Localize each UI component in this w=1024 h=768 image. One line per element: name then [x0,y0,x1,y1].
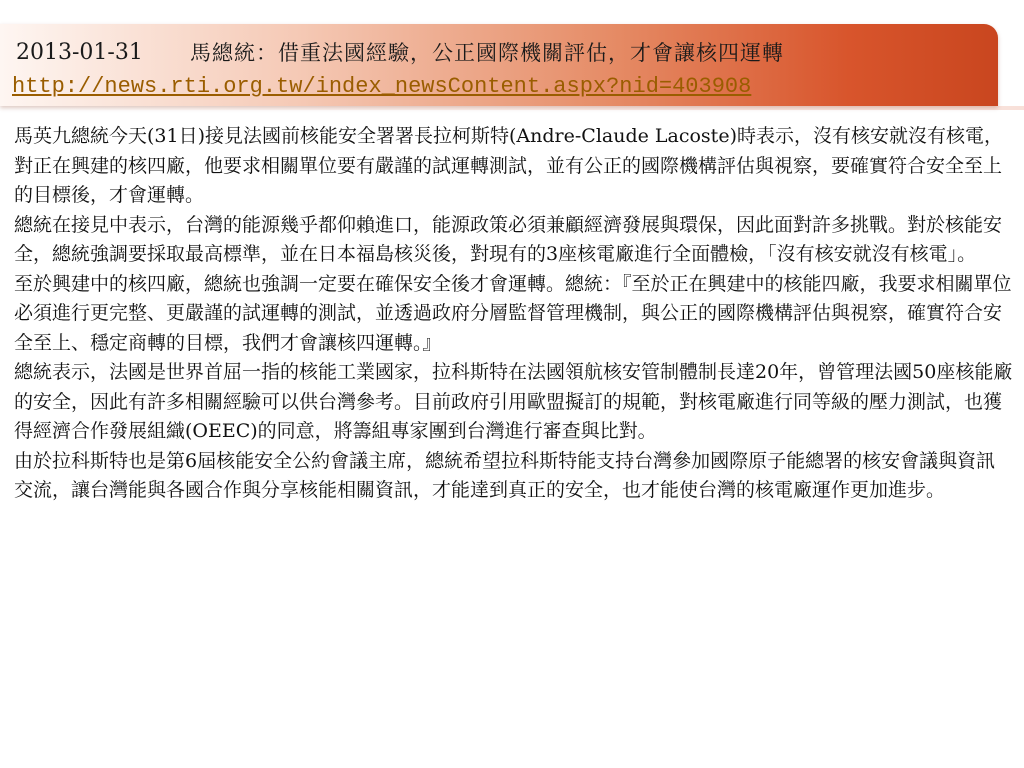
article-paragraph-1: 馬英九總統今天(31日)接見法國前核能安全署署長拉柯斯特(Andre-Claude Lacoste)時表示，沒有核安就沒有核電，對正在興建的核四廠，他要求相關單位要有嚴謹的試運轉測試，並有公正的國際機構評估與視察，要確實符合安全至上的目標後，才會運轉。 [14,125,1003,206]
article-paragraph-4: 總統表示，法國是世界首屈一指的核能工業國家，拉科斯特在法國領航核安管制體制長達20年，曾管理法國50座核能廠的安全，因此有許多相關經驗可以供台灣參考。目前政府引用歐盟擬訂的規範，對核電廠進行同等級的壓力測試，也獲得經濟合作發展組織(OEEC)的同意，將籌組專家團到台灣進行審查與比對。 [14,361,1013,442]
news-headline: 馬總統：借重法國經驗，公正國際機關評估，才會讓核四運轉 [190,41,784,65]
article-paragraph-2: 總統在接見中表示，台灣的能源幾乎都仰賴進口，能源政策必須兼顧經濟發展與環保，因此面對許多挑戰。對於核能安全，總統強調要採取最高標準，並在日本福島核災後，對現有的3座核電廠進行全面體檢，「沒有核安就沒有核電」。 [14,213,1003,265]
news-source-link[interactable]: http://news.rti.org.tw/index_newsContent.aspx?nid=403908 [12,74,752,99]
news-date: 2013-01-31 [16,40,143,65]
article-paragraph-5: 由於拉科斯特也是第6屆核能安全公約會議主席，總統希望拉科斯特能支持台灣參加國際原子能總署的核安會議與資訊交流，讓台灣能與各國合作與分享核能相關資訊，才能達到真正的安全，也才能使台灣的核電廠運作更加進步。 [14,449,996,501]
article-paragraph-3: 至於興建中的核四廠，總統也強調一定要在確保安全後才會運轉。總統：『至於正在興建中的核能四廠，我要求相關單位必須進行更完整、更嚴謹的試運轉的測試，並透過政府分層監督管理機制，與公正的國際機構評估與視察，確實符合安全至上、穩定商轉的目標，我們才會讓核四運轉。』 [14,272,1012,354]
header-banner-shadow [0,106,1024,110]
article-body [14,122,1014,506]
